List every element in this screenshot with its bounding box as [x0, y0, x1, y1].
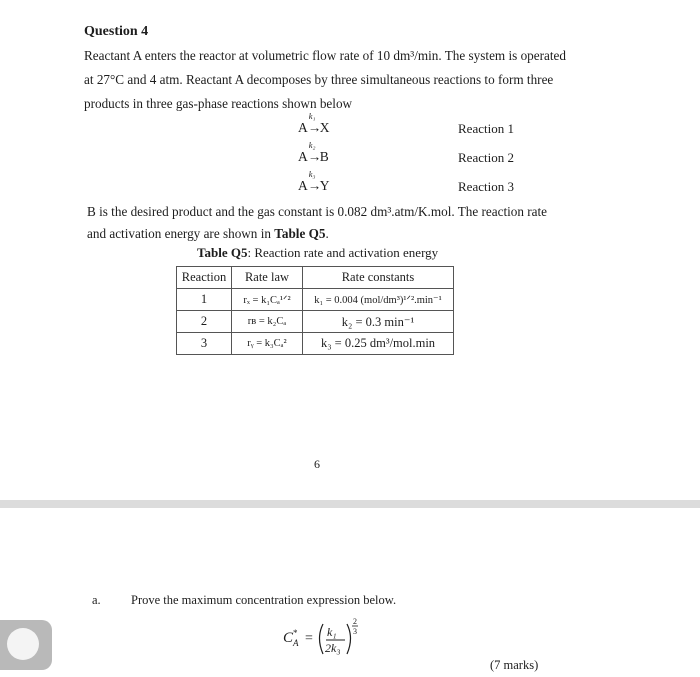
- paragraph-1-line-3: products in three gas-phase reactions shown below: [84, 96, 353, 111]
- table-reference: Table Q5: [274, 226, 326, 241]
- svg-text:=: =: [305, 631, 313, 646]
- reaction-2-label: Reaction 2: [458, 150, 514, 165]
- header-rate-constants: Rate constants: [303, 267, 454, 289]
- part-a-label: a.: [92, 593, 101, 607]
- formula-graphic: [283, 616, 393, 660]
- svg-text:2: 2: [353, 617, 357, 626]
- svg-text:C: C: [283, 630, 294, 646]
- part-a-text: Prove the maximum concentration expression below.: [131, 593, 397, 607]
- cell-rate-constant: k₁ = 0.004 (mol/dm³)¹ᐟ².min⁻¹: [303, 289, 454, 311]
- cell-reaction: 3: [177, 333, 232, 355]
- cell-rate-constant: k₃ = 0.25 dm³/mol.min: [303, 333, 454, 355]
- table-row: [177, 333, 454, 355]
- cell-rate-law: rₓ = k₁Cₐ¹ᐟ²: [232, 289, 303, 311]
- page-gap: [0, 500, 700, 508]
- svg-text:*: *: [293, 628, 298, 638]
- table-row: [177, 289, 454, 311]
- floating-action-button[interactable]: [0, 620, 52, 670]
- table-caption: Table Q5: Reaction rate and activation energy: [197, 245, 439, 260]
- paragraph-2-line-2: and activation energy are shown in Table Q5.: [87, 226, 329, 241]
- max-concentration-formula: [283, 616, 393, 665]
- svg-text:k₁: k₁: [327, 625, 337, 639]
- reaction-3-label: Reaction 3: [458, 179, 514, 194]
- cell-rate-constant: k₂ = 0.3 min⁻¹: [303, 311, 454, 333]
- page-number: 6: [314, 457, 320, 471]
- cell-rate-law: rᵧ = k₃Cₐ²: [232, 333, 303, 355]
- circle-icon: [7, 628, 39, 660]
- svg-text:3: 3: [353, 627, 357, 636]
- question-title: Question 4: [84, 24, 149, 39]
- table-row: [177, 311, 454, 333]
- reaction-1-equation: A k₁ →X: [298, 111, 330, 135]
- paragraph-2-line-1: B is the desired product and the gas constant is 0.082 dm³.atm/K.mol. The reaction rate: [87, 204, 548, 219]
- marks-label: (7 marks): [490, 658, 539, 672]
- table-header-row: [177, 267, 454, 289]
- svg-text:2k₃: 2k₃: [325, 641, 341, 655]
- paragraph-1-line-2: at 27°C and 4 atm. Reactant A decomposes by three simultaneous reactions to form three: [84, 72, 554, 87]
- reaction-2-equation: A k₂ →B: [298, 140, 329, 164]
- table-q5: [176, 266, 454, 355]
- reaction-3-equation: A k₃ →Y: [298, 169, 330, 193]
- svg-text:A: A: [293, 638, 299, 648]
- cell-reaction: 2: [177, 311, 232, 333]
- reaction-1-label: Reaction 1: [458, 121, 514, 136]
- header-reaction: Reaction: [177, 267, 232, 289]
- header-rate-law: Rate law: [232, 267, 303, 289]
- cell-reaction: 1: [177, 289, 232, 311]
- page-7: [0, 508, 700, 677]
- paragraph-1-line-1: Reactant A enters the reactor at volumetric flow rate of 10 dm³/min. The system is operated: [84, 48, 566, 63]
- cell-rate-law: rʙ = k₂Cₐ: [232, 311, 303, 333]
